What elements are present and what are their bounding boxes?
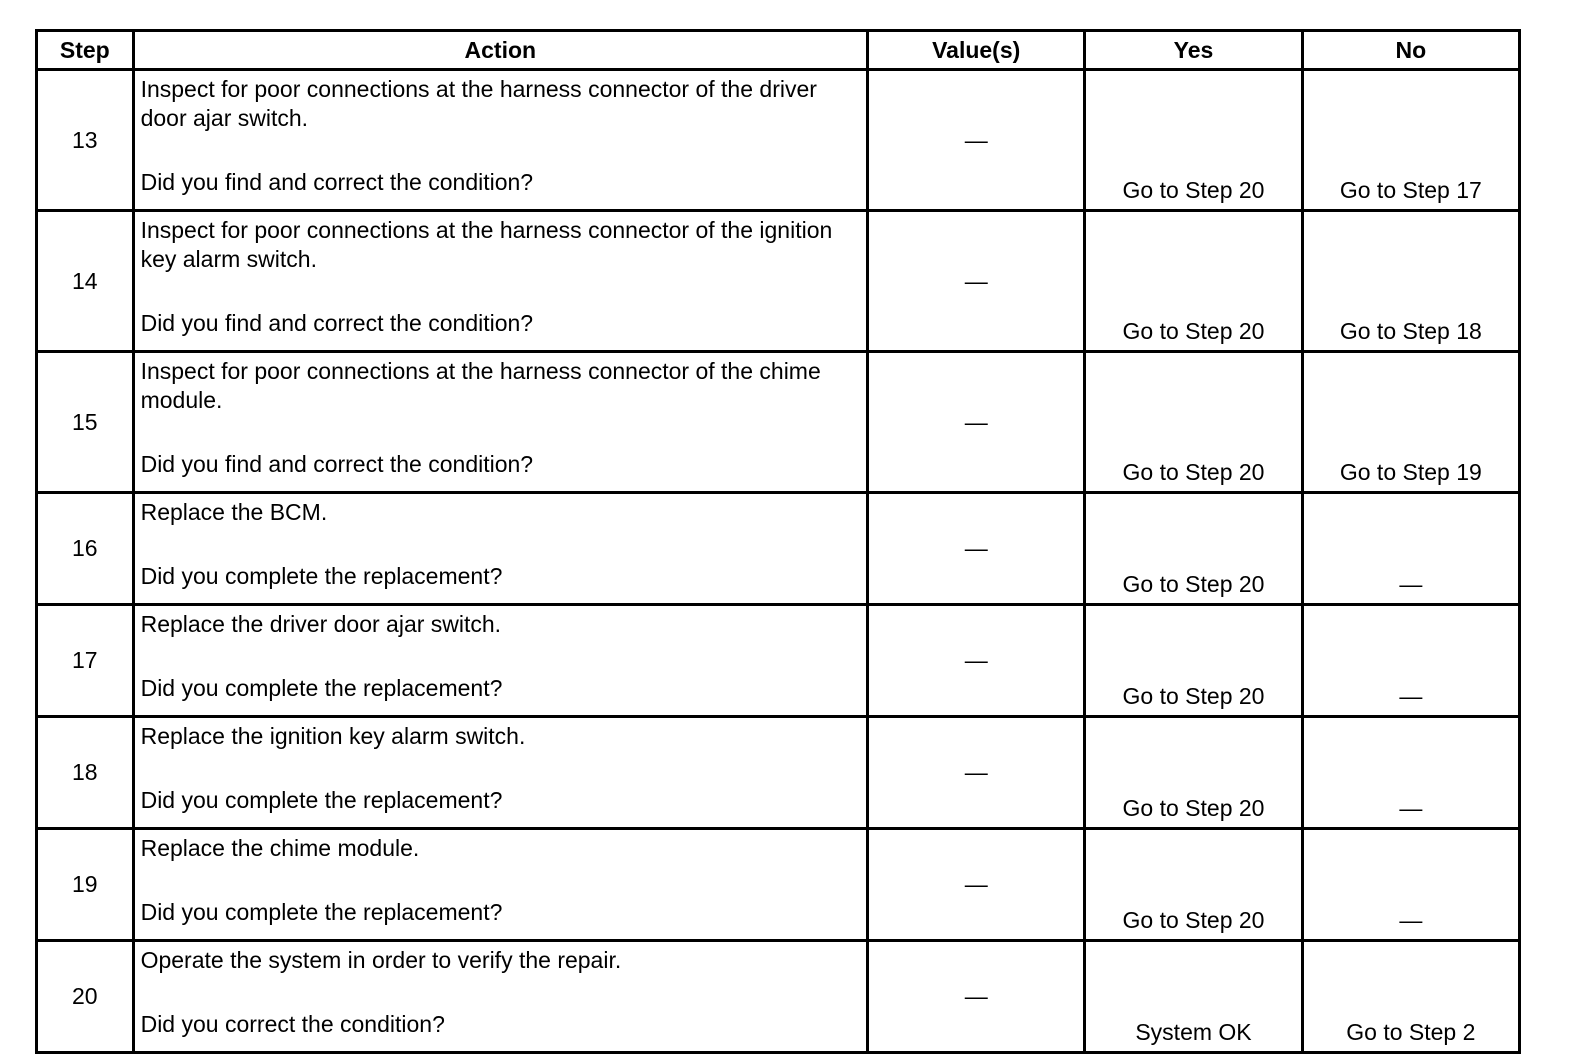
action-instruction: Inspect for poor connections at the harness connector of the driver door ajar switch. [140, 76, 824, 131]
no-cell: Go to Step 18 [1302, 211, 1519, 352]
action-instruction: Operate the system in order to verify the repair. [140, 947, 622, 973]
action-cell [133, 605, 867, 717]
action-question: Did you complete the replacement? [140, 675, 503, 701]
action-cell [133, 941, 867, 1053]
step-number: 19 [37, 829, 134, 941]
action-cell [133, 493, 867, 605]
step-number: 16 [37, 493, 134, 605]
action-question: Did you find and correct the condition? [140, 169, 534, 195]
table-row [37, 829, 1520, 941]
value-cell: — [868, 717, 1085, 829]
yes-cell: Go to Step 20 [1085, 829, 1302, 941]
yes-cell: Go to Step 20 [1085, 605, 1302, 717]
action-question: Did you find and correct the condition? [140, 310, 534, 336]
diagnostic-table [35, 29, 1521, 1054]
yes-cell: Go to Step 20 [1085, 352, 1302, 493]
table-row [37, 211, 1520, 352]
no-cell: Go to Step 17 [1302, 70, 1519, 211]
value-cell: — [868, 493, 1085, 605]
value-cell: — [868, 352, 1085, 493]
no-cell: Go to Step 19 [1302, 352, 1519, 493]
header-no: No [1302, 31, 1519, 70]
no-cell: — [1302, 717, 1519, 829]
action-cell [133, 829, 867, 941]
action-instruction: Replace the BCM. [140, 499, 328, 525]
step-number: 18 [37, 717, 134, 829]
yes-cell: Go to Step 20 [1085, 493, 1302, 605]
action-question: Did you complete the replacement? [140, 563, 503, 589]
action-instruction: Replace the chime module. [140, 835, 420, 861]
no-cell: — [1302, 605, 1519, 717]
table-row [37, 493, 1520, 605]
value-cell: — [868, 211, 1085, 352]
value-cell: — [868, 605, 1085, 717]
no-cell: — [1302, 493, 1519, 605]
yes-cell: Go to Step 20 [1085, 211, 1302, 352]
action-question: Did you correct the condition? [140, 1011, 445, 1037]
table-row [37, 605, 1520, 717]
step-number: 15 [37, 352, 134, 493]
value-cell: — [868, 70, 1085, 211]
no-cell: — [1302, 829, 1519, 941]
step-number: 20 [37, 941, 134, 1053]
table-row [37, 717, 1520, 829]
action-cell [133, 717, 867, 829]
header-action: Action [133, 31, 867, 70]
action-instruction: Inspect for poor connections at the harness connector of the ignition key alarm switch. [140, 217, 839, 272]
step-number: 17 [37, 605, 134, 717]
table-row [37, 352, 1520, 493]
action-cell [133, 352, 867, 493]
action-question: Did you find and correct the condition? [140, 451, 534, 477]
table-row [37, 70, 1520, 211]
yes-cell: Go to Step 20 [1085, 717, 1302, 829]
table-header-row [37, 31, 1520, 70]
action-question: Did you complete the replacement? [140, 899, 503, 925]
no-cell: Go to Step 2 [1302, 941, 1519, 1053]
action-instruction: Replace the ignition key alarm switch. [140, 723, 526, 749]
value-cell: — [868, 829, 1085, 941]
value-cell: — [868, 941, 1085, 1053]
yes-cell: System OK [1085, 941, 1302, 1053]
header-values: Value(s) [868, 31, 1085, 70]
action-cell [133, 70, 867, 211]
yes-cell: Go to Step 20 [1085, 70, 1302, 211]
header-yes: Yes [1085, 31, 1302, 70]
step-number: 14 [37, 211, 134, 352]
header-step: Step [37, 31, 134, 70]
action-cell [133, 211, 867, 352]
action-instruction: Inspect for poor connections at the harness connector of the chime module. [140, 358, 828, 413]
step-number: 13 [37, 70, 134, 211]
action-instruction: Replace the driver door ajar switch. [140, 611, 502, 637]
table-row [37, 941, 1520, 1053]
action-question: Did you complete the replacement? [140, 787, 503, 813]
